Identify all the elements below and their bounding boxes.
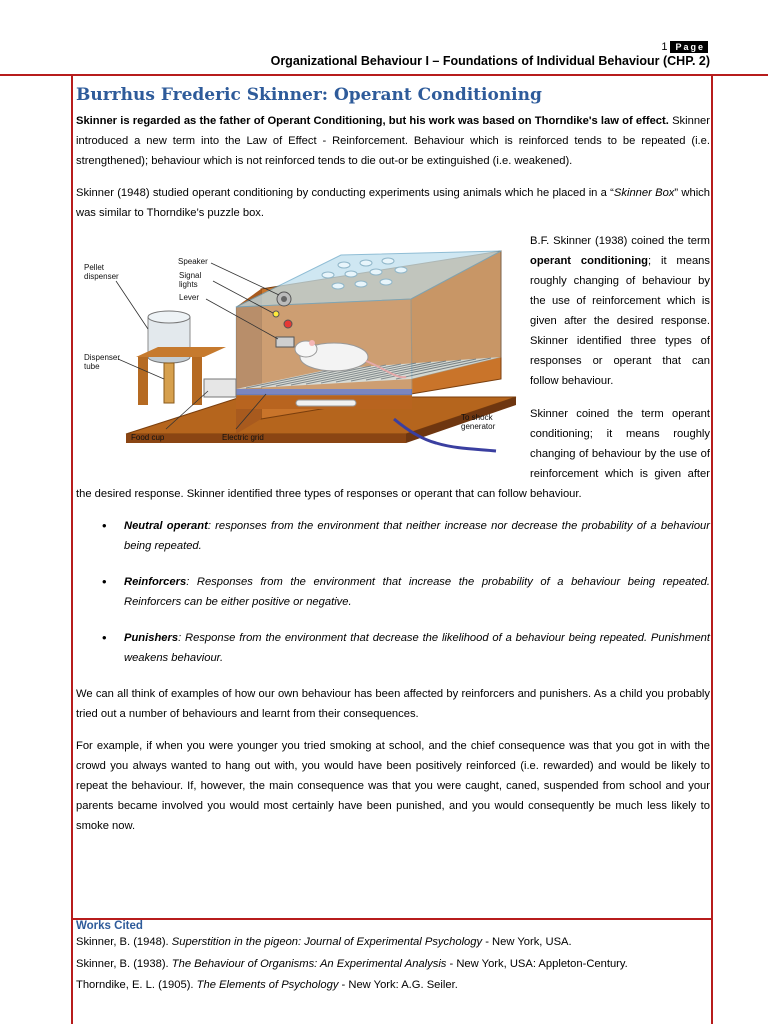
intro-paragraph [76,111,710,171]
page-word: Page [670,41,708,53]
citation-publisher: - New York: A.G. Seiler. [338,979,458,991]
label-lever: Lever [179,293,200,302]
coined-paragraph: Skinner coined the term operant conditioning; it means roughly changing of behaviour by the use of reinforcement which is given after the desired response. Skinner identified three types of responses or operant that can follow behaviour. [76,408,710,500]
works-cited [76,920,710,997]
running-header: Organizational Behaviour I – Foundations of Individual Behaviour (CHP. 2) [270,54,710,68]
examples-paragraph: We can all think of examples of how our own behaviour has been affected by reinforcers and punishers. As a child you probably tried out a number of behaviours and learnt from their consequences. [76,688,710,720]
type-term: Reinforcers [124,576,187,588]
skinner-box-paragraph [76,183,710,223]
right-border [711,75,713,1024]
smoking-paragraph: For example, if when you were younger you tried smoking at school, and the chief consequence was that you got in with the crowd you always wanted to hang out with, you would have been positively reinforced (i.e. rewarded) and would be likely to repeat the behaviour. If, however, the main consequence was that you were caught, caned, suspended from school and your parents became involved you would most certainly have been punished, and you would consequently be much less likely to smoke now. [76,740,710,832]
skinner-box-post: ” which was similar to Thorndike’s puzzle box. [76,187,710,219]
label-food-cup: Food cup [131,433,165,442]
list-item [76,572,710,612]
intro-rest: Skinner introduced a new term into the Law of Effect - Reinforcement. Behaviour which is reinforced tends to be repeated (i.e. strengthened); behaviour which is not reinforced tends to die out-or be extinguished (i.e. weakened). [76,115,711,167]
list-item [76,516,710,556]
citation-publisher: - New York, USA: Appleton-Century. [446,957,628,970]
citation [76,975,710,997]
label-shock-generator: To shock generator [461,413,496,431]
side-post: ; it means roughly changing of behaviour by the use of reinforcement which is given after the desired response. Skinner identified three types of responses or operant that can follow behaviour. [530,255,710,387]
page-number-value: 1 [661,41,668,53]
skinner-box-figure [76,229,522,479]
list-item [76,628,710,668]
label-dispenser-tube: Dispenser tube [84,353,121,371]
type-desc: : Response from the environment that decrease the likelihood of a behaviour being repeated. Punishment weakens behaviour. [124,632,710,664]
type-desc: : Responses from the environment that increase the probability of a behaviour being repeated. Reinforcers can be either positive or negative. [124,576,710,608]
citation [76,954,710,976]
citation-author: Skinner, B. (1948). [76,936,172,948]
header-rule [0,74,768,76]
label-electric-grid: Electric grid [222,433,264,442]
label-signal-lights: Signal lights [179,271,202,289]
intro-bold: Skinner is regarded as the father of Operant Conditioning, but his work was based on Thorndike's law of effect. [76,115,669,127]
citation-title: The Behaviour of Organisms: An Experimental Analysis [171,957,447,970]
page-number [661,41,708,53]
main-content [76,80,710,848]
citation-author: Thorndike, E. L. (1905). [76,979,197,991]
skinner-box-pre: Skinner (1948) studied operant conditioning by conducting experiments using animals which he placed in a “ [76,187,614,199]
section-title: Burrhus Frederic Skinner: Operant Conditioning [76,85,542,105]
type-desc: : responses from the environment that neither increase nor decrease the probability of a behaviour being repeated. [124,520,710,552]
skinner-box-italic: Skinner Box [613,187,675,199]
citation-title: The Elements of Psychology [196,979,339,991]
works-cited-title: Works Cited [76,920,143,932]
citation [76,932,710,954]
citation-title: Superstition in the pigeon: Journal of Experimental Psychology [171,936,483,948]
response-types-list [76,516,710,668]
citation-publisher: - New York, USA. [482,936,572,948]
label-speaker: Speaker [178,257,208,266]
side-bold: operant conditioning [530,255,648,267]
left-border [71,75,73,1024]
type-term: Neutral operant [124,520,208,532]
citation-author: Skinner, B. (1938). [76,957,172,970]
side-pre: B.F. Skinner (1938) coined the term [530,235,710,247]
label-pellet-dispenser: Pellet dispenser [84,263,119,281]
type-term: Punishers [124,632,179,644]
